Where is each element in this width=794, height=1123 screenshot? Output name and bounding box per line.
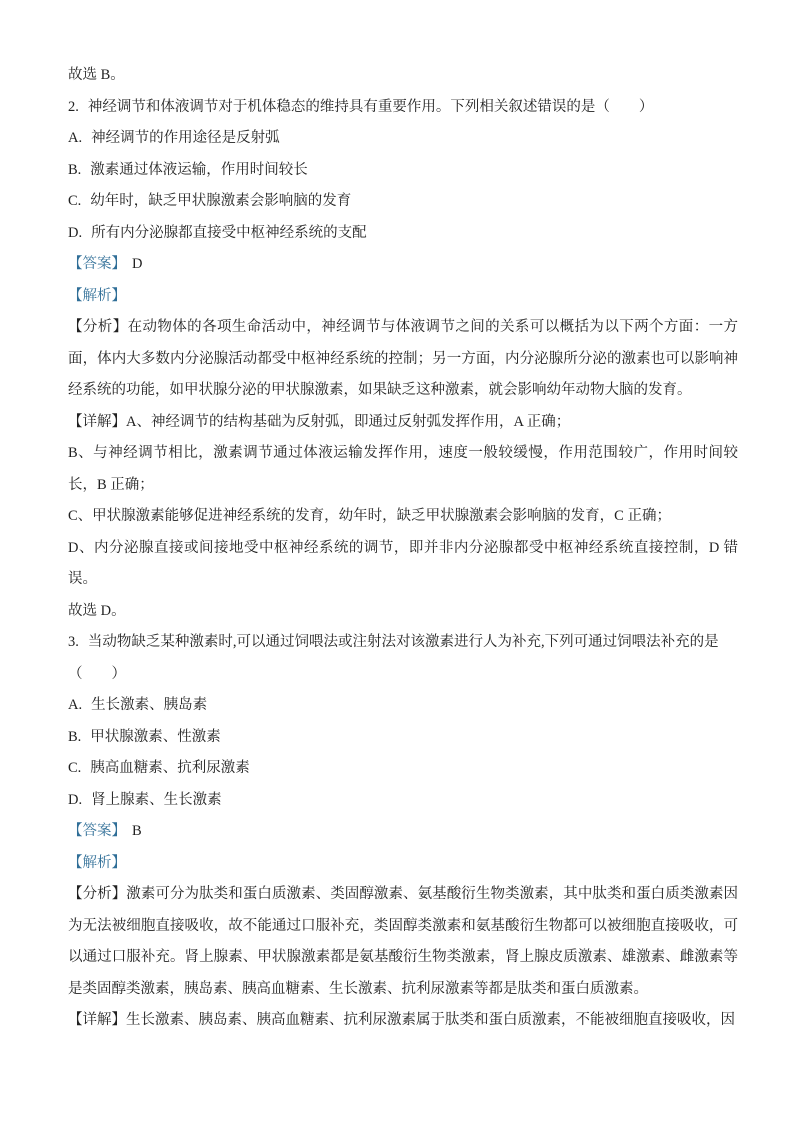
option-label: C. [68,760,82,776]
question-3-analysis-header [68,848,738,880]
paragraph-text: 生长激素、胰岛素、胰高血糖素、抗利尿激素属于肽类和蛋白质激素，不能被细胞直接吸收，因 [126,1012,735,1028]
answer-label: 【答案】 [68,823,126,839]
option-text: 神经调节的作用途径是反射弧 [91,130,280,146]
question-3-stem-parens [68,659,738,691]
question-2-detail-c [68,501,738,533]
question-3-detail-paragraph [68,1005,738,1037]
option-text: 幼年时，缺乏甲状腺激素会影响脑的发育 [90,193,352,209]
answer-value: D [132,256,143,272]
option-text: 胰高血糖素、抗利尿激素 [90,760,250,776]
paragraph-label: 【分析】 [68,886,127,902]
paragraph-text: 激素可分为肽类和蛋白质激素、类固醇激素、氨基酸衍生物类激素，其中肽类和蛋白质类激素因为无法被细胞直接吸收，故不能通过口服补充，类固醇类激素和氨基酸衍生物都可以被细胞直接吸收，可以通过口服补充。肾上腺素、甲状腺激素都是氨基酸衍生物类激素，肾上腺皮质激素、雄激素、雌激素等是类固醇类激素，胰岛素、胰高血糖素、生长激素、抗利尿激素等都是肽类和蛋白质激素。 [68,886,739,997]
question-3-stem-text: 当动物缺乏某种激素时,可以通过饲喂法或注射法对该激素进行人为补充,下列可通过饲喂法补充的是 [87,634,719,650]
option-label: D. [68,791,83,808]
question-3-number: 3. [68,634,79,650]
option-label: B. [68,728,82,745]
paragraph-text: 故选 D。 [68,602,126,619]
question-2-detail-d [68,533,738,596]
paragraph-label: 【详解】 [68,1012,126,1028]
question-2-stem [68,92,738,124]
paragraph-text: 在动物体的各项生命活动中，神经调节与体液调节之间的关系可以概括为以下两个方面：一方面，体内大多数内分泌腺活动都受中枢神经系统的控制；另一方面，内分泌腺所分泌的激素也可以影响神经系统的功能，如甲状腺分泌的甲状腺激素，如果缺乏这种激素，就会影响幼年动物大脑的发育。 [68,319,738,398]
answer-value: B [132,823,142,839]
document-content [68,60,738,1037]
question-2-analysis-paragraph [68,312,738,407]
analysis-label: 【解析】 [68,287,126,304]
question-3-analysis-paragraph [68,879,738,1005]
question-3-option-b [68,722,738,754]
paragraph-text: A、神经调节的结构基础为反射弧，即通过反射弧发挥作用，A 正确； [126,413,571,430]
question-3-answer-row [68,816,738,848]
paragraph-label: 【分析】 [68,319,128,335]
analysis-label: 【解析】 [68,854,126,871]
paragraph-text: B、与神经调节相比，激素调节通过体液运输发挥作用，速度一般较缓慢，作用范围较广，作用时间较长，B 正确； [68,445,738,493]
option-label: A. [68,130,83,146]
question-2-option-b [68,155,738,187]
question-3-option-c [68,753,738,785]
question-2-option-a [68,123,738,155]
question-2-option-c [68,186,738,218]
question-2-answer-row [68,249,738,281]
question-2-conclusion [68,596,738,628]
option-text: 甲状腺激素、性激素 [90,728,221,745]
answer-label: 【答案】 [68,256,126,272]
option-text: 所有内分泌腺都直接受中枢神经系统的支配 [91,224,367,241]
previous-answer-conclusion: 故选 B。 [68,67,125,83]
option-label: A. [68,697,83,713]
paragraph-text: C、甲状腺激素能够促进神经系统的发育，幼年时，缺乏甲状腺激素会影响脑的发育，C 正确； [68,508,671,524]
option-text: 肾上腺素、生长激素 [91,791,222,808]
question-2-stem-text: 神经调节和体液调节对于机体稳态的维持具有重要作用。下列相关叙述错误的是（ ） [87,98,654,115]
option-label: C. [68,193,82,209]
option-label: D. [68,224,83,241]
question-2-number: 2. [68,98,79,115]
question-2-analysis-header [68,281,738,313]
question-3-option-d [68,785,738,817]
question-3-stem [68,627,738,659]
option-label: B. [68,161,82,178]
question-2-detail-a [68,407,738,439]
option-text: 激素通过体液运输，作用时间较长 [90,161,308,178]
question-2-option-d [68,218,738,250]
paragraph-text: D、内分泌腺直接或间接地受中枢神经系统的调节，即并非内分泌腺都受中枢神经系统直接控制，D 错误。 [68,539,738,587]
option-text: 生长激素、胰岛素 [91,697,208,713]
question-3-option-a [68,690,738,722]
question-2-detail-b [68,438,738,501]
paragraph-label: 【详解】 [68,413,126,430]
answer-blank-parens: （ ） [68,665,126,682]
